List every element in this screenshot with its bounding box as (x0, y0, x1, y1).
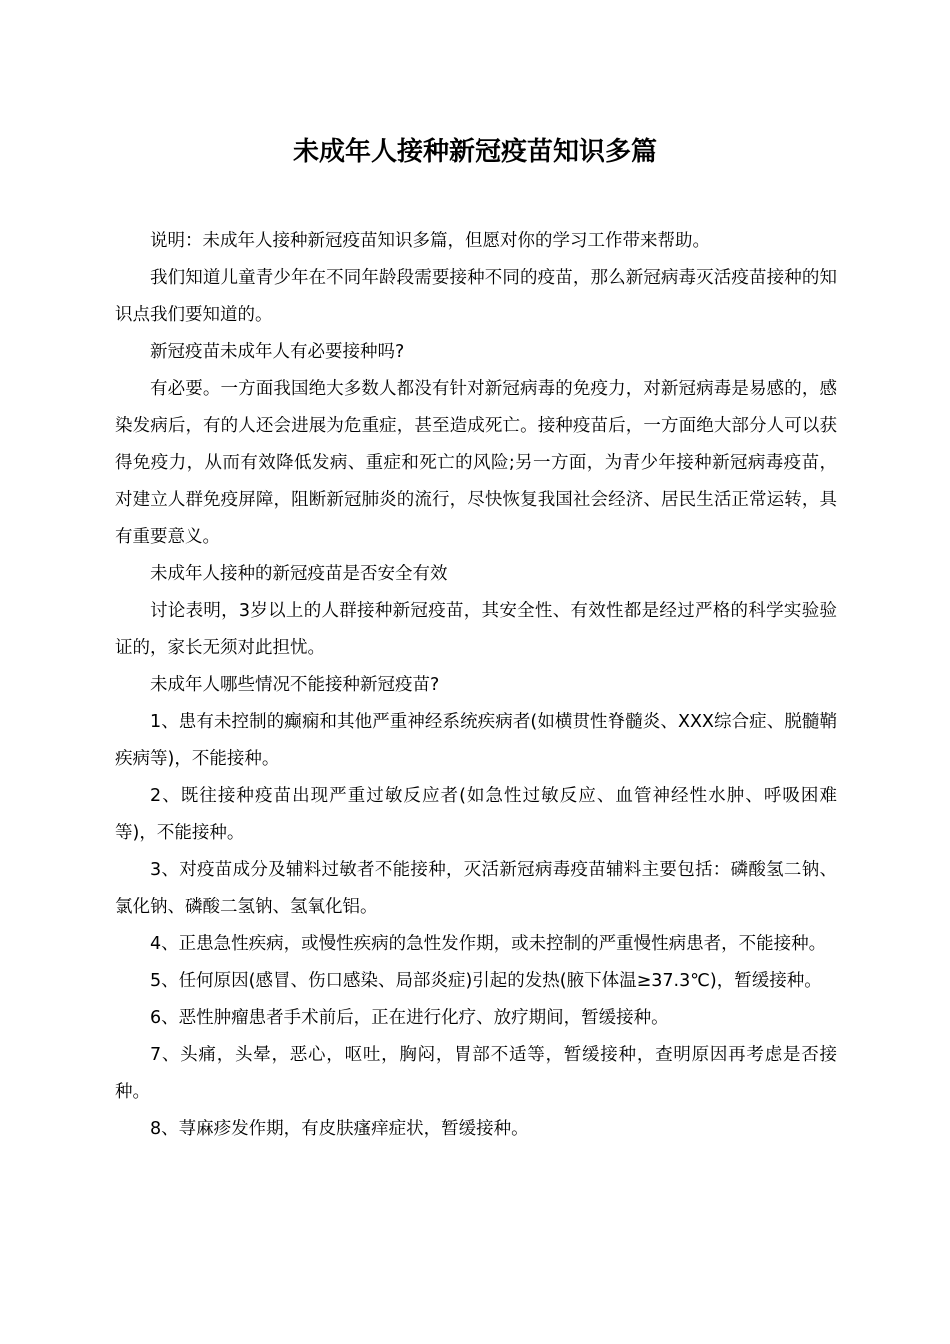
list-item: 4、正患急性疾病，或慢性疾病的急性发作期，或未控制的严重慢性病患者，不能接种。 (150, 934, 827, 954)
paragraph: 讨论表明，3岁以上的人群接种新冠疫苗，其安全性、有效性都是经过严格的科学实验验证的，家长无须对此担忧。 (115, 601, 837, 658)
document-title: 未成年人接种新冠疫苗知识多篇 (292, 137, 657, 167)
list-item: 8、荨麻疹发作期，有皮肤瘙痒症状，暂缓接种。 (150, 1119, 529, 1139)
paragraph-intro: 说明：未成年人接种新冠疫苗知识多篇，但愿对你的学习工作带来帮助。 (150, 231, 710, 251)
paragraph: 有必要。一方面我国绝大多数人都没有针对新冠病毒的免疫力，对新冠病毒是易感的，感染发病后，有的人还会进展为危重症，甚至造成死亡。接种疫苗后，一方面绝大部分人可以获得免疫力，从而有效降低发病、重症和死亡的风险;另一方面，为青少年接种新冠病毒疫苗，对建立人群免疫屏障，阻断新冠肺炎的流行，尽快恢复我国社会经济、居民生活正常运转，具有重要意义。 (115, 379, 837, 547)
section-heading: 新冠疫苗未成年人有必要接种吗? (150, 342, 405, 362)
list-item: 7、头痛，头晕，恶心，呕吐，胸闷，胃部不适等，暂缓接种，查明原因再考虑是否接种。 (115, 1045, 837, 1102)
list-item: 5、任何原因(感冒、伤口感染、局部炎症)引起的发热(腋下体温≥37.3℃)，暂缓接种。 (150, 971, 822, 991)
list-item: 2、既往接种疫苗出现严重过敏反应者(如急性过敏反应、血管神经性水肿、呼吸困难等)，不能接种。 (115, 786, 837, 843)
list-item: 6、恶性肿瘤患者手术前后，正在进行化疗、放疗期间，暂缓接种。 (150, 1008, 669, 1028)
document-body (115, 223, 837, 1148)
section-heading: 未成年人接种的新冠疫苗是否安全有效 (150, 564, 448, 584)
paragraph: 我们知道儿童青少年在不同年龄段需要接种不同的疫苗，那么新冠病毒灭活疫苗接种的知识点我们要知道的。 (115, 268, 837, 325)
section-heading: 未成年人哪些情况不能接种新冠疫苗? (150, 675, 440, 695)
list-item: 1、患有未控制的癫痫和其他严重神经系统疾病者(如横贯性脊髓炎、XXX综合症、脱髓鞘疾病等)，不能接种。 (115, 712, 837, 769)
list-item: 3、对疫苗成分及辅料过敏者不能接种，灭活新冠病毒疫苗辅料主要包括：磷酸氢二钠、氯化钠、磷酸二氢钠、氢氧化铝。 (115, 860, 837, 917)
